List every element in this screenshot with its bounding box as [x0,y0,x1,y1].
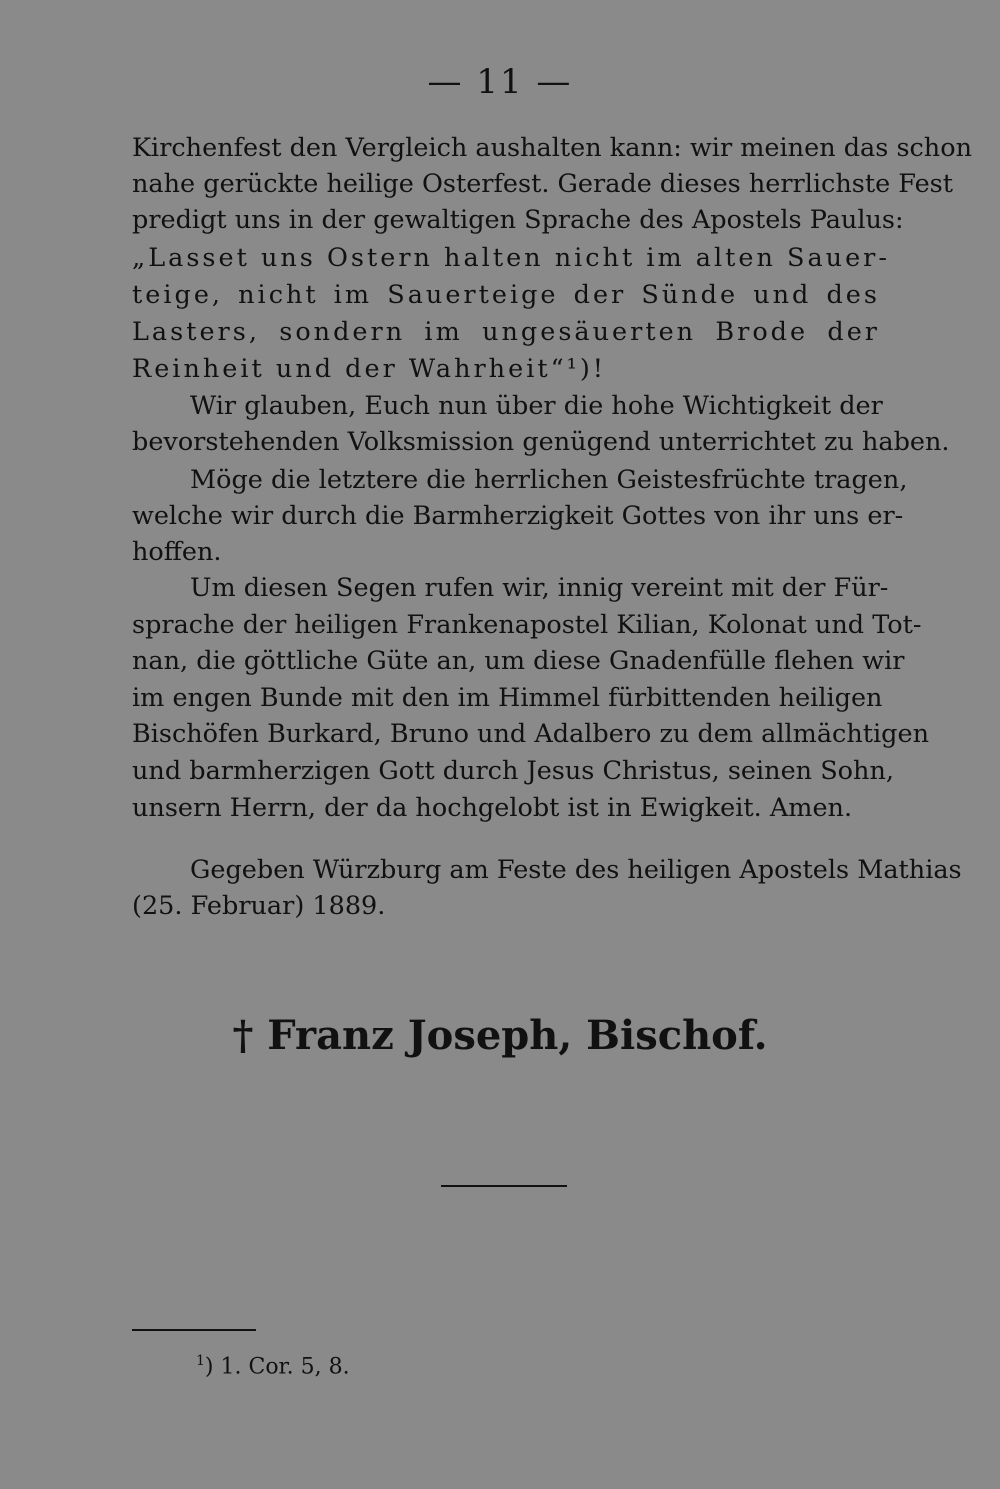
quote-line: Lasters, sondern im ungesäuerten Brode der [132,317,880,347]
text-line: bevorstehenden Volksmission genügend unterrichtet zu haben. [132,427,950,457]
text-line: predigt uns in der gewaltigen Sprache des Apostels Paulus: [132,205,904,235]
quote-line: „Lasset uns Ostern halten nicht im alten Sauer- [132,243,890,273]
text-line: Um diesen Segen rufen wir, innig vereint mit der Für- [190,573,889,603]
footnote-text: ) 1. Cor. 5, 8. [204,1354,350,1380]
text-line: Wir glauben, Euch nun über die hohe Wichtigkeit der [190,391,883,421]
text-line: und barmherzigen Gott durch Jesus Christus, seinen Sohn, [132,756,894,786]
text-line: sprache der heiligen Frankenapostel Kilian, Kolonat und Tot- [132,610,922,640]
text-line: nahe gerückte heilige Osterfest. Gerade dieses herrlichste Fest [132,169,954,199]
text-line: Bischöfen Burkard, Bruno und Adalbero zu dem allmächtigen [132,719,929,749]
quote-line: teige, nicht im Sauerteige der Sünde und des [132,280,880,310]
text-line: unsern Herrn, der da hochgelobt ist in Ewigkeit. Amen. [132,793,853,823]
text-line: Kirchenfest den Vergleich aushalten kann: wir meinen das schon [132,133,973,163]
footnote-marker: 1 [196,1353,205,1369]
footnote [196,1346,350,1382]
text-line: hoffen. [132,537,222,567]
text-line: nan, die göttliche Güte an, um diese Gnadenfülle flehen wir [132,646,905,676]
quote-line: Reinheit und der Wahrheit“¹)! [132,354,607,384]
dateline: Gegeben Würzburg am Feste des heiligen Apostels Mathias [190,855,962,885]
signature: † Franz Joseph, Bischof. [232,1012,768,1059]
dateline: (25. Februar) 1889. [132,891,386,921]
divider-rule [441,1185,567,1187]
page-number: — 11 — [427,62,573,102]
text-line: welche wir durch die Barmherzigkeit Gottes von ihr uns er- [132,501,904,531]
text-line: Möge die letztere die herrlichen Geistesfrüchte tragen, [190,465,908,495]
text-line: im engen Bunde mit den im Himmel fürbittenden heiligen [132,683,883,713]
footnote-rule [132,1329,256,1331]
